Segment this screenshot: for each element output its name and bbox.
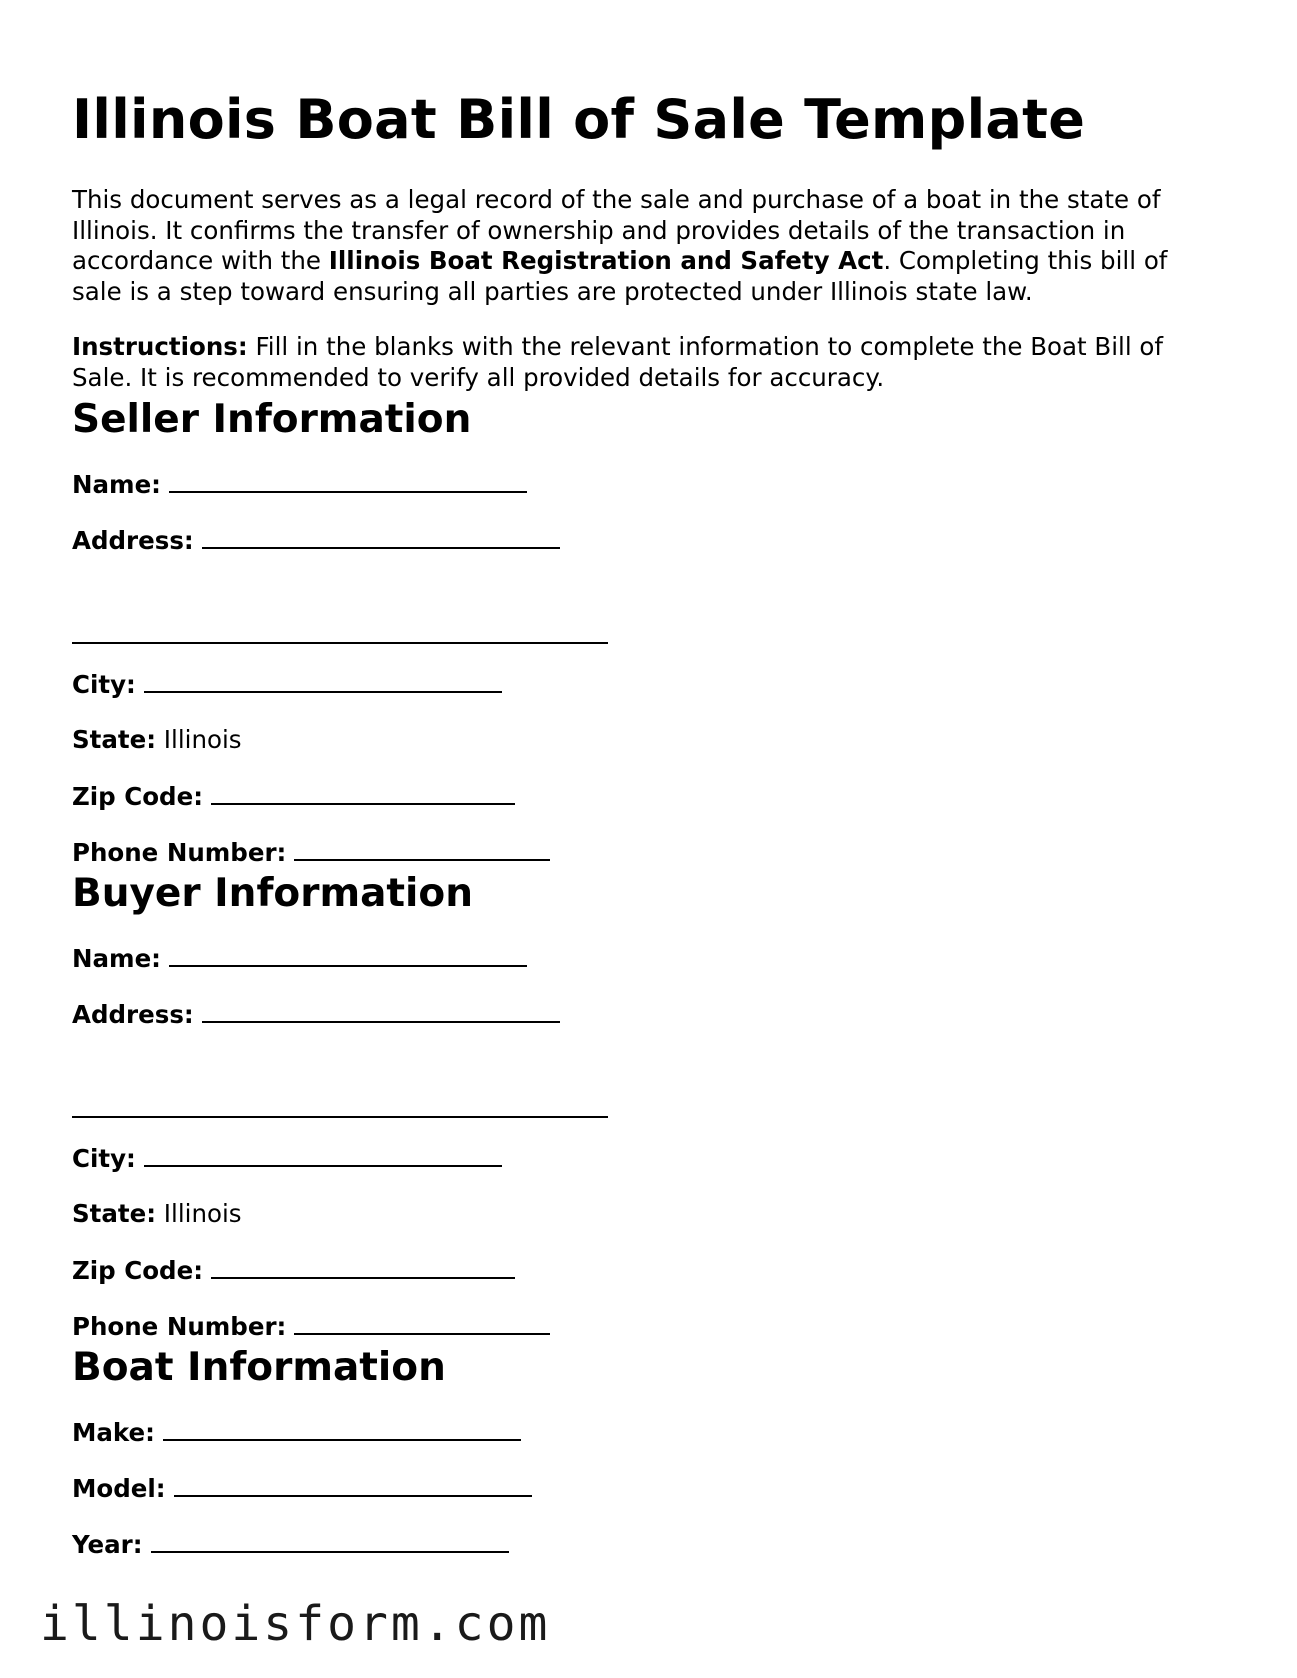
buyer-phone-label: Phone Number: — [72, 1312, 287, 1341]
seller-heading: Seller Information — [72, 397, 472, 442]
seller-zip-label: Zip Code: — [72, 782, 203, 811]
buyer-name-field — [72, 943, 527, 974]
seller-state-value: Illinois — [156, 725, 242, 754]
boat-model-blank[interactable] — [174, 1473, 532, 1497]
seller-address-label: Address: — [72, 526, 194, 555]
seller-zip-field — [72, 781, 515, 812]
buyer-name-label: Name: — [72, 944, 161, 973]
seller-name-label: Name: — [72, 470, 161, 499]
boat-make-field — [72, 1417, 521, 1448]
seller-address-blank[interactable] — [202, 525, 560, 549]
buyer-zip-blank[interactable] — [211, 1255, 515, 1279]
instructions-text: Fill in the blanks with the relevant information to complete the Boat Bill of Sale. It is recommended to verify all provided details for accuracy. — [72, 332, 1164, 392]
buyer-address-blank[interactable] — [202, 999, 560, 1023]
buyer-zip-field — [72, 1255, 515, 1286]
intro-text-end: . Completing this bill of sale is a step toward ensuring all parties are protected under Illinois state law. — [72, 246, 1168, 306]
intro-text: This document serves as a legal record of the sale and purchase of a boat in the state of Illinois. It confirms the transfer of ownership and provides details of the transaction in accordance with the — [72, 185, 1161, 275]
buyer-address-field — [72, 999, 560, 1030]
seller-city-blank[interactable] — [144, 669, 502, 693]
buyer-state-value: Illinois — [156, 1199, 242, 1228]
buyer-phone-field — [72, 1311, 550, 1342]
seller-city-label: City: — [72, 670, 136, 699]
watermark: illinoisform.com — [40, 1596, 551, 1652]
seller-phone-label: Phone Number: — [72, 838, 287, 867]
intro-paragraph — [72, 185, 1222, 307]
seller-name-blank[interactable] — [169, 469, 527, 493]
seller-address-field — [72, 525, 560, 556]
act-name: Illinois Boat Registration and Safety Act — [328, 246, 884, 275]
buyer-state-field — [72, 1199, 242, 1229]
boat-year-field — [72, 1529, 509, 1560]
boat-make-label: Make: — [72, 1418, 155, 1447]
seller-name-field — [72, 469, 527, 500]
buyer-address-label: Address: — [72, 1000, 194, 1029]
buyer-city-field — [72, 1143, 502, 1174]
boat-year-blank[interactable] — [151, 1529, 509, 1553]
buyer-state-label: State: — [72, 1199, 157, 1228]
seller-address-line-2[interactable] — [72, 642, 608, 644]
buyer-heading: Buyer Information — [72, 871, 473, 916]
seller-phone-blank[interactable] — [294, 837, 550, 861]
buyer-zip-label: Zip Code: — [72, 1256, 203, 1285]
buyer-city-label: City: — [72, 1144, 136, 1173]
instructions-label: Instructions: — [72, 332, 248, 361]
boat-make-blank[interactable] — [163, 1417, 521, 1441]
seller-phone-field — [72, 837, 550, 868]
boat-heading: Boat Information — [72, 1345, 446, 1390]
seller-state-label: State: — [72, 725, 157, 754]
boat-year-label: Year: — [72, 1530, 143, 1559]
buyer-address-line-2[interactable] — [72, 1116, 608, 1118]
seller-zip-blank[interactable] — [211, 781, 515, 805]
buyer-phone-blank[interactable] — [294, 1311, 550, 1335]
boat-model-label: Model: — [72, 1474, 166, 1503]
seller-state-field — [72, 725, 242, 755]
seller-city-field — [72, 669, 502, 700]
instructions-paragraph — [72, 332, 1222, 393]
document-title: Illinois Boat Bill of Sale Template — [72, 88, 1086, 151]
buyer-name-blank[interactable] — [169, 943, 527, 967]
buyer-city-blank[interactable] — [144, 1143, 502, 1167]
boat-model-field — [72, 1473, 532, 1504]
